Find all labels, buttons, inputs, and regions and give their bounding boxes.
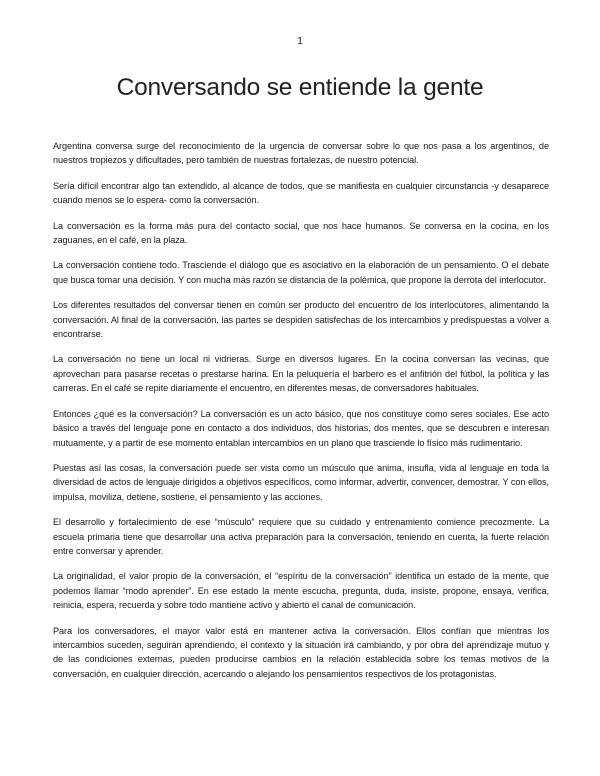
paragraph: La conversación no tiene un local ni vidrieras. Surge en diversos lugares. En la cocina conversan las vecinas, que aprovechan para pasarse recetas o prestarse harina. En la peluquería el barbero es el anfitrión del fútbol, la política y las carreras. En el café se repite diariamente el encuentro, en diferentes mesas, de conversadores habituales. bbox=[53, 354, 549, 394]
document-body bbox=[53, 139, 549, 692]
paragraph: Los diferentes resultados del conversar tienen en común ser producto del encuentro de los interlocutores, alimentando la conversación. Al final de la conversación, las partes se despiden satisfechas de los intercambios y predispuestas a volver a encontrarse. bbox=[53, 300, 549, 340]
paragraph: La conversación es la forma más pura del contacto social, que nos hace humanos. Se conversa en la cocina, en los zaguanes, en el café, en la plaza. bbox=[53, 220, 549, 246]
page-number: 1 bbox=[297, 36, 303, 47]
paragraph: Puestas así las cosas, la conversación puede ser vista como un músculo que anima, insufla, vida al lenguaje en toda la diversidad de actos de lenguaje dirigidos a objetivos específicos, como informar, advertir, convencer, demostrar. Y con ellos, impulsa, moviliza, detiene, sostiene, el pensamiento y las acciones. bbox=[53, 462, 549, 502]
paragraph: La originalidad, el valor propio de la conversación, el “espíritu de la conversación” identifica un estado de la mente, que podemos llamar “modo aprender”. En ese estado la mente escucha, pregunta, duda, insiste, propone, ensaya, verifica, reinicia, espera, recuerda y sobre todo mantiene activo y abierto el canal de comunicación. bbox=[53, 571, 549, 611]
paragraph: Argentina conversa surge del reconocimiento de la urgencia de conversar sobre lo que nos pasa a los argentinos, de nuestros tropiezos y dificultades, pero también de nuestras fortalezas, de nuestro potencial. bbox=[53, 141, 549, 166]
paragraph: Sería difícil encontrar algo tan extendido, al alcance de todos, que se manifiesta en cualquier circunstancia -y desaparece cuando menos se lo espera- como la conversación. bbox=[53, 180, 549, 206]
paragraph: Entonces ¿qué es la conversación? La conversación es un acto básico, que nos constituye como seres sociales. Ese acto básico a través del lenguaje pone en contacto a dos individuos, dos historias, dos mentes, que se descubren e interesan mutuamente, y a partir de ese momento entablan intercambios en un plano que trasciende lo físico más rudimentario. bbox=[53, 408, 549, 448]
paragraph: Para los conversadores, el mayor valor está en mantener activa la conversación. Ellos confían que mientras los intercambios suceden, seguirán aprendiendo, el contexto y la situación irá cambiando, y por obra del aprendizaje mutuo y de las condiciones externas, pueden producirse cambios en la relación establecida sobre los temas motivos de la conversación, en cualquier dirección, acercando o alejando los pensamientos respectivos de los protagonistas. bbox=[53, 625, 549, 679]
paragraph: El desarrollo y fortalecimiento de ese “músculo” requiere que su cuidado y entrenamiento comience precozmente. La escuela primaria tiene que desarrollar una activa preparación para la conversación, teniendo en cuenta, la fuerte relación entre conversar y aprender. bbox=[53, 517, 549, 556]
document-title: Conversando se entiende la gente bbox=[116, 74, 484, 101]
paragraph: La conversación contiene todo. Trasciende el diálogo que es asociativo en la elaboración de un pensamiento. O el debate que busca tomar una decisión. Y con mucha más razón se distancia de la polémica, que propone la derrota del interlocutor. bbox=[53, 260, 549, 285]
